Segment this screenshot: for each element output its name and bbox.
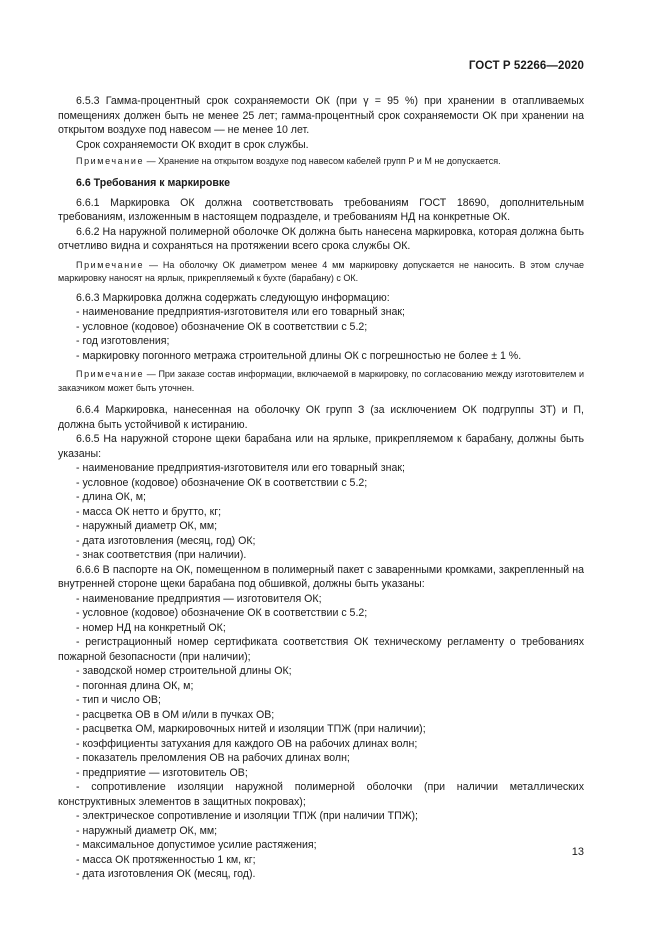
paragraph-6-6-3: 6.6.3 Маркировка должна содержать следующую информацию: bbox=[76, 291, 390, 304]
list-item: - номер НД на конкретный ОК; bbox=[76, 621, 226, 634]
list-item: - условное (кодовое) обозначение ОК в соответствии с 5.2; bbox=[76, 476, 368, 489]
page-content bbox=[58, 94, 584, 882]
note-order-info bbox=[58, 368, 584, 395]
note-text: — На оболочку ОК диаметром менее 4 мм маркировку допускается не наносить. В этом случае маркировку наносят на ярлык, прикрепляемый к бухте (барабану) с ОК. bbox=[58, 259, 584, 284]
document-code-header: ГОСТ Р 52266—2020 bbox=[468, 60, 584, 72]
list-6-6-5 bbox=[58, 461, 584, 563]
list-item: - дата изготовления ОК (месяц, год). bbox=[76, 868, 256, 881]
list-item: - знак соответствия (при наличии). bbox=[76, 549, 247, 562]
list-item: - масса ОК протяженностью 1 км, кг; bbox=[76, 853, 256, 866]
paragraph-6-6-5: 6.6.5 На наружной стороне щеки барабана или на ярлыке, прикрепляемом к барабану, должны быть указаны: bbox=[58, 433, 584, 460]
note-text: — Хранение на открытом воздухе под навесом кабелей групп Р и М не допускается. bbox=[144, 156, 501, 166]
list-item: - масса ОК нетто и брутто, кг; bbox=[76, 505, 222, 518]
note-label: Примечание bbox=[76, 156, 145, 166]
paragraph-6-6-4: 6.6.4 Маркировка, нанесенная на оболочку ОК групп З (за исключением ОК подгруппы ЗТ) и П, должна быть устойчивой к истиранию. bbox=[58, 404, 584, 431]
list-6-6-3 bbox=[58, 305, 584, 363]
section-heading-6-6: 6.6 Требования к маркировке bbox=[76, 177, 231, 190]
paragraph-6-6-6: 6.6.6 В паспорте на ОК, помещенном в полимерный пакет с заваренными кромками, закрепленный на внутренней стороне щеки барабана под обшивкой, должны быть указаны: bbox=[58, 563, 584, 591]
paragraph-6-6-1: 6.6.1 Маркировка ОК должна соответствовать требованиям ГОСТ 18690, дополнительным требованиям, изложенным в настоящем подразделе, и требованиям НД на конкретные ОК. bbox=[58, 196, 584, 224]
list-item: - дата изготовления (месяц, год) ОК; bbox=[76, 534, 256, 547]
list-item: - заводской номер строительной длины ОК; bbox=[76, 665, 292, 678]
list-item: - год изготовления; bbox=[76, 335, 170, 348]
list-item: - наружный диаметр ОК, мм; bbox=[76, 824, 218, 837]
note-text: — При заказе состав информации, включаемой в маркировку, по согласованию между изготовителем и заказчиком может быть уточнен. bbox=[58, 369, 584, 393]
list-item: - погонная длина ОК, м; bbox=[76, 679, 194, 692]
list-item: - коэффициенты затухания для каждого ОВ на рабочих длинах волн; bbox=[76, 737, 418, 750]
list-item: - расцветка ОМ, маркировочных нитей и изоляции ТПЖ (при наличии); bbox=[76, 723, 426, 736]
paragraph-shelf-life: Срок сохраняемости ОК входит в срок службы. bbox=[76, 138, 309, 151]
list-6-6-6 bbox=[58, 592, 584, 882]
list-item: - условное (кодовое) обозначение ОК в соответствии с 5.2; bbox=[76, 607, 368, 620]
list-item: - условное (кодовое) обозначение ОК в соответствии с 5.2; bbox=[76, 320, 368, 333]
list-item: - маркировку погонного метража строительной длины ОК с погрешностью не более ± 1 %. bbox=[76, 349, 522, 362]
list-item: - максимальное допустимое усилие растяжения; bbox=[76, 839, 317, 852]
list-item: - регистрационный номер сертификата соответствия ОК техническому регламенту о требованиях пожарной безопасности (при наличии); bbox=[58, 636, 584, 663]
list-item: - тип и число ОВ; bbox=[76, 694, 161, 707]
paragraph-6-6-2: 6.6.2 На наружной полимерной оболочке ОК должна быть нанесена маркировка, которая должна быть отчетливо видна и сохраняться на протяжении всего срока службы ОК. bbox=[58, 225, 584, 253]
list-item: - длина ОК, м; bbox=[76, 491, 146, 504]
list-item: - наименование предприятия — изготовителя ОК; bbox=[76, 592, 322, 605]
list-item: - показатель преломления ОВ на рабочих длинах волн; bbox=[76, 752, 350, 765]
note-small-diameter bbox=[58, 259, 584, 286]
list-item: - наружный диаметр ОК, мм; bbox=[76, 520, 218, 533]
list-item: - расцветка ОВ в ОМ и/или в пучках ОВ; bbox=[76, 708, 275, 721]
list-item: - предприятие — изготовитель ОВ; bbox=[76, 766, 248, 779]
note-label: Примечание bbox=[76, 369, 145, 380]
page-number: 13 bbox=[571, 846, 584, 858]
list-item: - наименование предприятия-изготовителя или его товарный знак; bbox=[76, 306, 405, 319]
list-item: - наименование предприятия-изготовителя или его товарный знак; bbox=[76, 462, 405, 475]
paragraph-6-5-3: 6.5.3 Гамма-процентный срок сохраняемости ОК (при γ = 95 %) при хранении в отапливаемых помещениях должен быть не менее 25 лет; гамма-процентный срок сохраняемости ОК при хранении на открытом воздухе под навесом — не менее 10 лет. bbox=[58, 95, 584, 136]
note-label: Примечание bbox=[76, 259, 145, 270]
list-item: - сопротивление изоляции наружной полимерной оболочки (при наличии металлических конструктивных элементов в защитных покровах); bbox=[58, 781, 584, 808]
note-storage bbox=[58, 155, 584, 168]
list-item: - электрическое сопротивление и изоляции ТПЖ (при наличии ТПЖ); bbox=[76, 810, 418, 823]
